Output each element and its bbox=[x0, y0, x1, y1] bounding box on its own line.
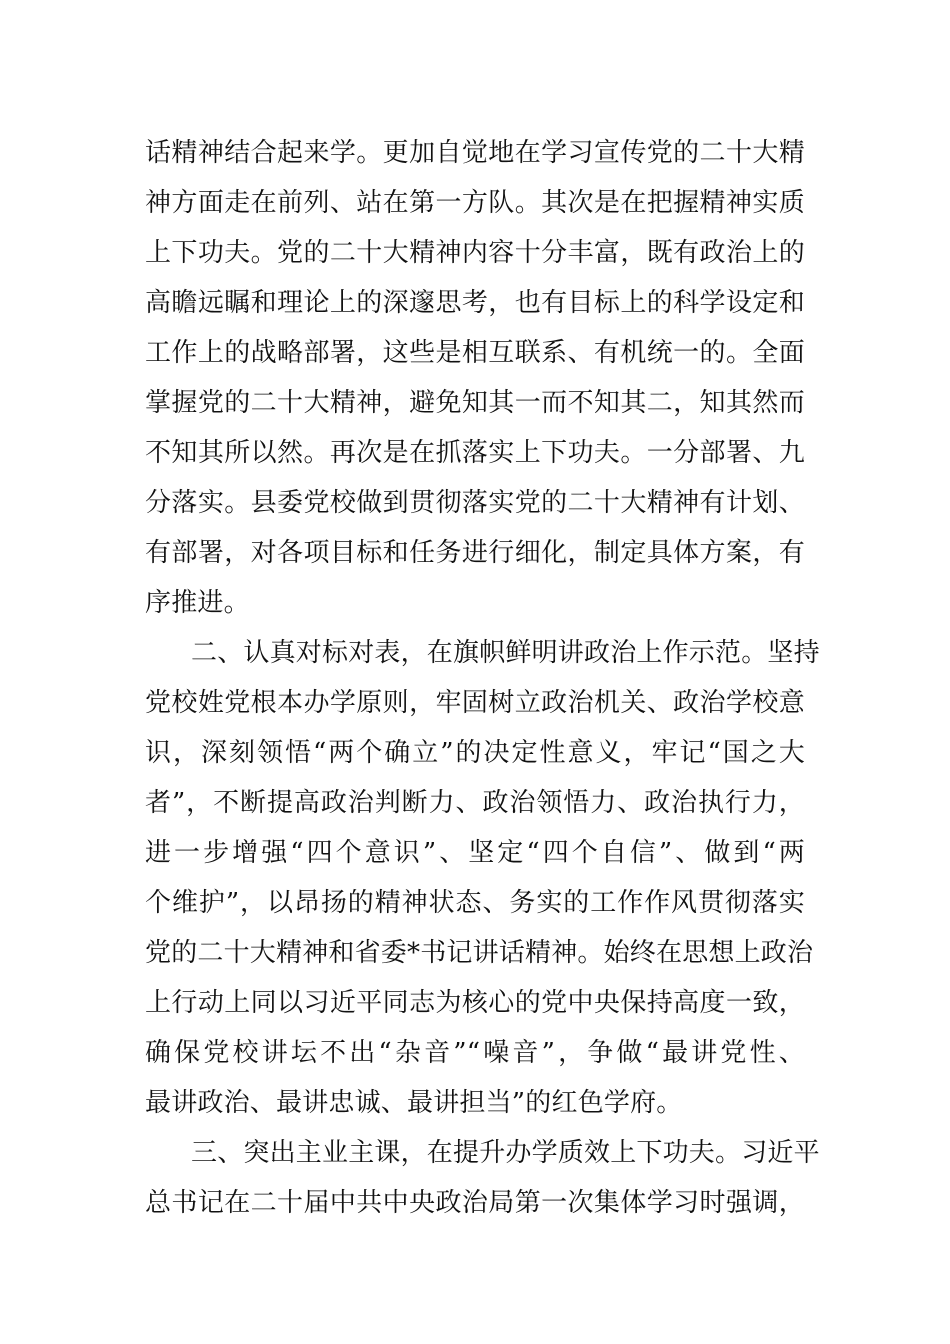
section-heading-line: 三、突出主业主课，在提升办学质效上下功夫。习近平 bbox=[191, 1138, 820, 1168]
text-line: 话精神结合起来学。更加自觉地在学习宣传党的二十大精 bbox=[145, 138, 805, 168]
text-line: 进一步增强“四个意识”、坚定“四个自信”、做到“两 bbox=[145, 838, 805, 868]
text-line: 分落实。县委党校做到贯彻落实党的二十大精神有计划、 bbox=[145, 488, 805, 518]
text-line: 掌握党的二十大精神，避免知其一而不知其二，知其然而 bbox=[145, 388, 805, 418]
text-line: 不知其所以然。再次是在抓落实上下功夫。一分部署、九 bbox=[145, 438, 805, 468]
text-line: 识，深刻领悟“两个确立”的决定性意义，牢记“国之大 bbox=[145, 738, 805, 768]
text-line: 高瞻远瞩和理论上的深邃思考，也有目标上的科学设定和 bbox=[145, 288, 805, 318]
text-line: 上行动上同以习近平同志为核心的党中央保持高度一致， bbox=[145, 988, 805, 1018]
text-line: 工作上的战略部署，这些是相互联系、有机统一的。全面 bbox=[145, 338, 805, 368]
text-line: 个维护”，以昂扬的精神状态、务实的工作作风贯彻落实 bbox=[145, 888, 805, 918]
text-line: 党的二十大精神和省委*书记讲话精神。始终在思想上政治 bbox=[145, 938, 814, 968]
text-line: 者”，不断提高政治判断力、政治领悟力、政治执行力， bbox=[145, 788, 805, 818]
text-line: 上下功夫。党的二十大精神内容十分丰富，既有政治上的 bbox=[145, 238, 805, 268]
text-line: 总书记在二十届中共中央政治局第一次集体学习时强调， bbox=[145, 1188, 805, 1218]
text-line: 确保党校讲坛不出“杂音”“噪音”，争做“最讲党性、 bbox=[145, 1038, 805, 1068]
text-line: 最讲政治、最讲忠诚、最讲担当”的红色学府。 bbox=[145, 1088, 683, 1118]
text-line: 有部署，对各项目标和任务进行细化，制定具体方案，有 bbox=[145, 538, 805, 568]
text-line: 序推进。 bbox=[145, 588, 250, 618]
text-line: 神方面走在前列、站在第一方队。其次是在把握精神实质 bbox=[145, 188, 805, 218]
section-heading-line: 二、认真对标对表，在旗帜鲜明讲政治上作示范。坚持 bbox=[191, 638, 820, 668]
text-line: 党校姓党根本办学原则，牢固树立政治机关、政治学校意 bbox=[145, 688, 805, 718]
